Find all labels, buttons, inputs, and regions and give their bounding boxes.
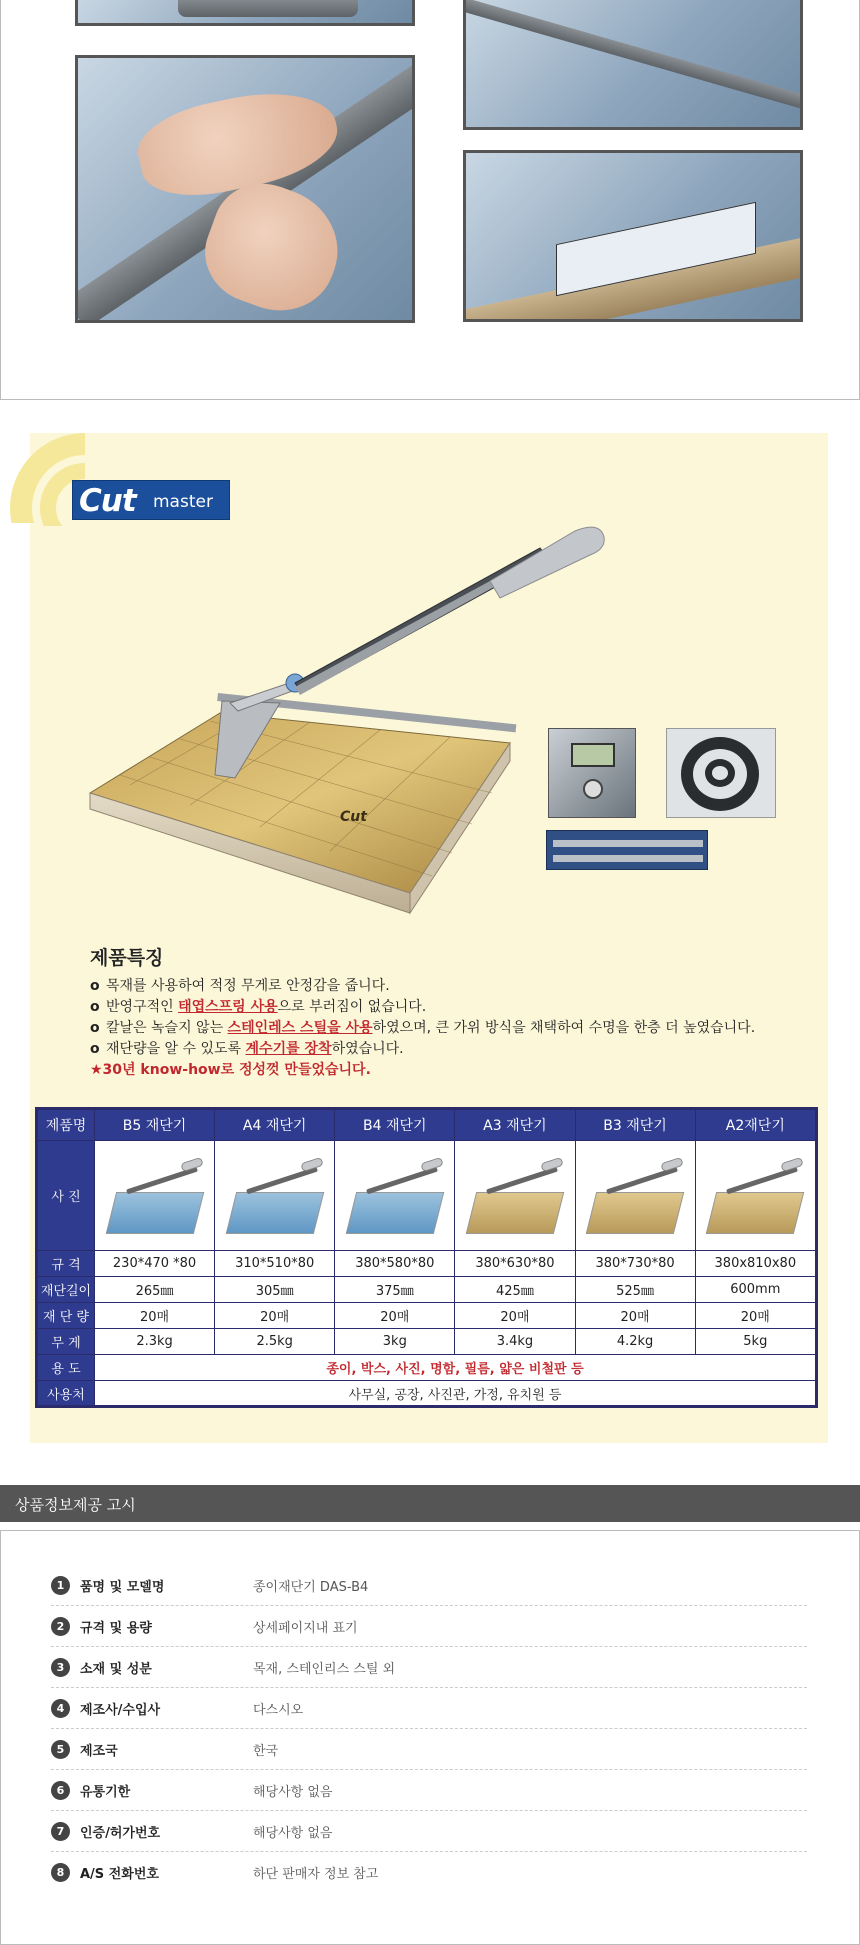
notice-value: 하단 판매자 정보 참고 <box>253 1867 379 1882</box>
detail-photo-panel <box>0 0 860 400</box>
spec-model-name: A4 재단기 <box>215 1109 335 1141</box>
spec-size-row <box>37 1251 817 1277</box>
spec-place-value: 사무실, 공장, 사진관, 가정, 유치원 등 <box>95 1381 817 1407</box>
feature-item: o 재단량을 알 수 있도록 계수기를 장착하였습니다. <box>90 1039 810 1060</box>
feature-item: o 칼날은 녹슬지 않는 스테인레스 스틸을 사용하였으며, 큰 가위 방식을 채택하여 수명을 한층 더 높였습니다. <box>90 1018 810 1039</box>
number-badge-icon: 6 <box>51 1781 70 1800</box>
spec-cell: 3kg <box>335 1329 455 1355</box>
notice-label: 제조사/수입사 <box>80 1703 161 1718</box>
notice-value: 해당사항 없음 <box>253 1785 333 1800</box>
product-features <box>90 943 810 1081</box>
spec-cell: 380x810x80 <box>695 1251 816 1277</box>
product-intro-section <box>30 433 828 1443</box>
spec-cell: 20매 <box>215 1303 335 1329</box>
spec-cell: 425㎜ <box>455 1277 575 1303</box>
notice-label: 품명 및 모델명 <box>80 1580 165 1595</box>
spec-cell: 20매 <box>455 1303 575 1329</box>
spring-detail-photo <box>666 728 776 818</box>
spec-cell: 4.2kg <box>575 1329 695 1355</box>
logo-master-text: master <box>153 492 213 512</box>
number-badge-icon: 7 <box>51 1822 70 1841</box>
notice-label: 규격 및 용량 <box>80 1621 152 1636</box>
features-title: 제품특징 <box>90 947 164 969</box>
spec-model-name: A3 재단기 <box>455 1109 575 1141</box>
spec-cell: 525㎜ <box>575 1277 695 1303</box>
spec-photo-row <box>37 1141 817 1251</box>
notice-row <box>51 1811 807 1852</box>
spec-photo-cell <box>335 1141 455 1251</box>
notice-row <box>51 1647 807 1688</box>
svg-text:Cut: Cut <box>340 809 367 825</box>
spec-cell: 20매 <box>95 1303 215 1329</box>
notice-value: 상세페이지내 표기 <box>253 1621 358 1636</box>
spec-model-name: B4 재단기 <box>335 1109 455 1141</box>
spec-cell: 230*470 *80 <box>95 1251 215 1277</box>
spec-cell: 20매 <box>335 1303 455 1329</box>
cutter-thumbnail <box>107 1150 203 1242</box>
number-badge-icon: 4 <box>51 1699 70 1718</box>
spec-row-label: 사 진 <box>37 1141 95 1251</box>
spec-model-name: B3 재단기 <box>575 1109 695 1141</box>
spec-weight-row <box>37 1329 817 1355</box>
spec-row-label: 규 격 <box>37 1251 95 1277</box>
cutter-thumbnail <box>707 1150 803 1242</box>
spec-usage-row <box>37 1355 817 1381</box>
spec-cell: 5kg <box>695 1329 816 1355</box>
detail-photo-handle-top <box>75 0 415 26</box>
spec-model-name: B5 재단기 <box>95 1109 215 1141</box>
paper-cutter-main-image <box>70 503 630 943</box>
cutter-thumbnail <box>587 1150 683 1242</box>
spec-row-label: 용 도 <box>37 1355 95 1381</box>
notice-value: 한국 <box>253 1744 279 1759</box>
notice-label: 제조국 <box>80 1744 118 1759</box>
spec-capacity-row <box>37 1303 817 1329</box>
number-badge-icon: 2 <box>51 1617 70 1636</box>
notice-title: 상품정보제공 고시 <box>15 1496 136 1514</box>
spec-cell: 2.3kg <box>95 1329 215 1355</box>
number-badge-icon: 5 <box>51 1740 70 1759</box>
number-badge-icon: 1 <box>51 1576 70 1595</box>
notice-row <box>51 1770 807 1811</box>
spec-cell: 380*580*80 <box>335 1251 455 1277</box>
spec-model-name: A2재단기 <box>695 1109 816 1141</box>
spec-photo-cell <box>95 1141 215 1251</box>
feature-item: o 목재를 사용하여 적정 무게로 안정감을 줍니다. <box>90 976 810 997</box>
spec-header-label: 제품명 <box>37 1109 95 1141</box>
spec-row-label: 무 게 <box>37 1329 95 1355</box>
cutter-thumbnail <box>467 1150 563 1242</box>
spec-cell: 305㎜ <box>215 1277 335 1303</box>
spec-place-row <box>37 1381 817 1407</box>
feature-star-note: ★30년 know-how로 정성껏 만들었습니다. <box>90 1062 371 1078</box>
feature-highlight: 계수기를 장착 <box>245 1041 332 1057</box>
notice-row <box>51 1606 807 1647</box>
spec-row-label: 사용처 <box>37 1381 95 1407</box>
spec-header-row <box>37 1109 817 1141</box>
cutter-thumbnail <box>347 1150 443 1242</box>
notice-label: 소재 및 성분 <box>80 1662 152 1677</box>
feature-item: o 반영구적인 태엽스프링 사용으로 부러짐이 없습니다. <box>90 997 810 1018</box>
spec-cell: 265㎜ <box>95 1277 215 1303</box>
spec-cell: 375㎜ <box>335 1277 455 1303</box>
spec-cell: 20매 <box>575 1303 695 1329</box>
spec-photo-cell <box>575 1141 695 1251</box>
blade-detail-photo <box>546 830 708 870</box>
notice-value: 다스시오 <box>253 1703 304 1718</box>
notice-row <box>51 1729 807 1770</box>
notice-value: 목재, 스테인리스 스틸 외 <box>253 1662 396 1677</box>
notice-header-bar <box>0 1485 860 1522</box>
spec-photo-cell <box>215 1141 335 1251</box>
notice-value: 해당사항 없음 <box>253 1826 333 1841</box>
notice-label: 인증/허가번호 <box>80 1826 161 1841</box>
spec-cell: 20매 <box>695 1303 816 1329</box>
notice-info-box <box>0 1530 860 1945</box>
spec-cell: 310*510*80 <box>215 1251 335 1277</box>
spec-cell: 600mm <box>695 1277 816 1303</box>
feature-highlight: 스테인레스 스틸을 사용 <box>227 1020 373 1036</box>
notice-label: A/S 전화번호 <box>80 1867 159 1882</box>
notice-row <box>51 1852 807 1893</box>
spec-photo-cell <box>455 1141 575 1251</box>
detail-photo-blade-edge <box>463 0 803 130</box>
spec-usage-value: 종이, 박스, 사진, 명함, 필름, 얇은 비철판 등 <box>95 1355 817 1381</box>
counter-detail-photo <box>548 728 636 818</box>
spec-cell: 380*730*80 <box>575 1251 695 1277</box>
spec-cell: 3.4kg <box>455 1329 575 1355</box>
notice-label: 유통기한 <box>80 1785 131 1800</box>
notice-value: 종이재단기 DAS-B4 <box>253 1580 369 1595</box>
spec-photo-cell <box>695 1141 816 1251</box>
number-badge-icon: 3 <box>51 1658 70 1677</box>
cutter-thumbnail <box>227 1150 323 1242</box>
spec-row-label: 재단길이 <box>37 1277 95 1303</box>
spec-cell: 2.5kg <box>215 1329 335 1355</box>
spec-cut-length-row <box>37 1277 817 1303</box>
spec-row-label: 재 단 량 <box>37 1303 95 1329</box>
detail-photo-base-label <box>463 150 803 322</box>
number-badge-icon: 8 <box>51 1863 70 1882</box>
detail-photo-hand-grip <box>75 55 415 323</box>
feature-highlight: 태엽스프링 사용 <box>178 999 278 1015</box>
logo-cut-text: Cut <box>79 483 136 519</box>
spec-cell: 380*630*80 <box>455 1251 575 1277</box>
notice-row <box>51 1688 807 1729</box>
notice-row <box>51 1565 807 1606</box>
spec-table <box>35 1107 818 1408</box>
